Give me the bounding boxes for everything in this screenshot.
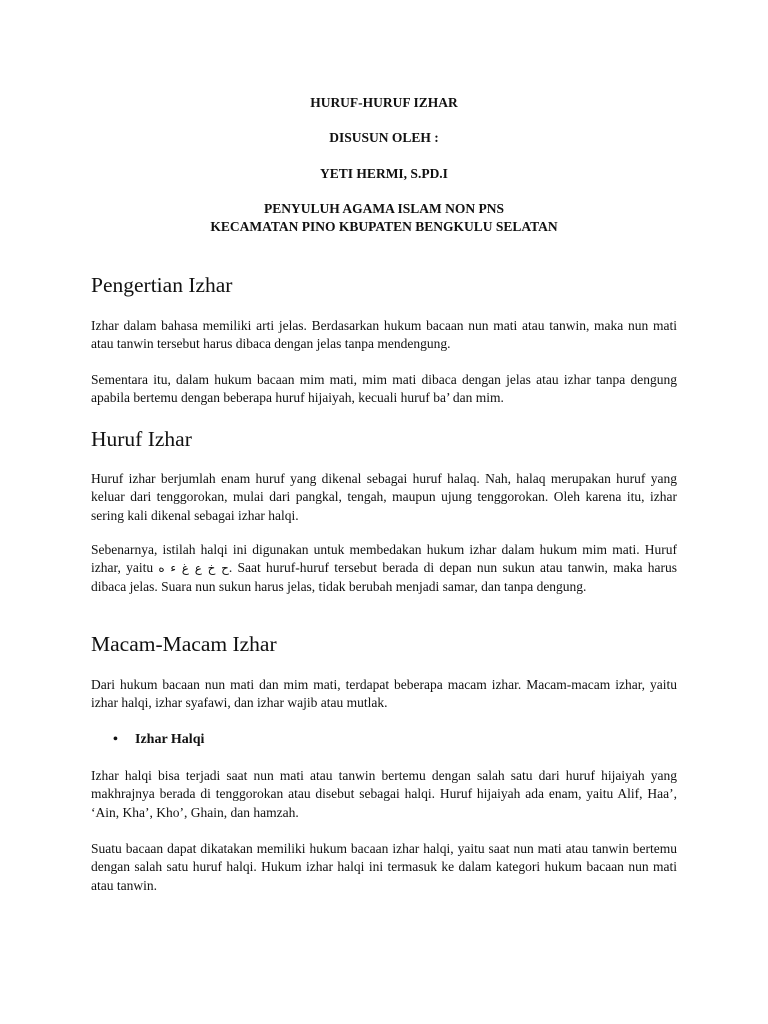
heading-huruf-izhar: Huruf Izhar xyxy=(91,427,192,451)
paragraph: Dari hukum bacaan nun mati dan mim mati, terdapat beberapa macam izhar. Macam-macam izhar, yaitu izhar halqi, izhar syafawi, dan izhar wajib atau mutlak. xyxy=(91,677,677,711)
author-name: YETI HERMI, S.PD.I xyxy=(320,166,448,181)
compiled-by-label: DISUSUN OLEH : xyxy=(329,130,439,145)
heading-pengertian-izhar: Pengertian Izhar xyxy=(91,273,233,297)
heading-macam-macam-izhar: Macam-Macam Izhar xyxy=(91,632,277,656)
paragraph-text: . Saat huruf-huruf tersebut berada di depan nun sukun atau tanwin, maka harus dibaca jelas. Suara nun sukun harus jelas, tidak berubah menjadi samar, dan tanpa dengung. xyxy=(91,560,677,594)
paragraph: Huruf izhar berjumlah enam huruf yang dikenal sebagai huruf halaq. Nah, halaq merupakan huruf yang keluar dari tenggorokan, mulai dari pangkal, tengah, maupun ujung tenggorokan. Oleh karena itu, izhar sering kali dikenal sebagai izhar halqi. xyxy=(91,471,677,523)
arabic-letters: ح خ ع غ ء ه xyxy=(158,561,229,576)
paragraph-text: Sebenarnya, istilah halqi ini digunakan untuk membedakan hukum izhar dalam hukum mim mati. Huruf izhar, yaitu xyxy=(91,542,677,576)
author-position: PENYULUH AGAMA ISLAM NON PNS xyxy=(263,201,504,216)
paragraph-with-arabic xyxy=(91,541,677,596)
bullet-label: Izhar Halqi xyxy=(135,732,205,747)
author-location: KECAMATAN PINO KBUPATEN BENGKULU SELATAN xyxy=(210,219,558,234)
paragraph: Izhar dalam bahasa memiliki arti jelas. Berdasarkan hukum bacaan nun mati atau tanwin, maka nun mati atau tanwin tersebut harus dibaca dengan jelas tanpa mendengung. xyxy=(91,318,677,352)
bullet-icon: • xyxy=(113,732,118,747)
paragraph: Sementara itu, dalam hukum bacaan mim mati, mim mati dibaca dengan jelas atau izhar tanpa dengung apabila bertemu dengan beberapa huruf hijaiyah, kecuali huruf ba’ dan mim. xyxy=(91,372,677,406)
paragraph: Suatu bacaan dapat dikatakan memiliki hukum bacaan izhar halqi, yaitu saat nun mati atau tanwin bertemu dengan salah satu huruf halqi. Hukum izhar halqi ini termasuk ke dalam kategori hukum bacaan nun mati atau tanwin. xyxy=(91,841,677,893)
paragraph: Izhar halqi bisa terjadi saat nun mati atau tanwin bertemu dengan salah satu dari huruf hijaiyah yang makhrajnya berada di tenggorokan atau disebut sebagai halqi. Huruf hijaiyah ada enam, yaitu Alif, Haa’, ‘Ain, Kha’, Kho’, Ghain, dan hamzah. xyxy=(91,768,677,820)
document-title: HURUF-HURUF IZHAR xyxy=(310,95,458,110)
